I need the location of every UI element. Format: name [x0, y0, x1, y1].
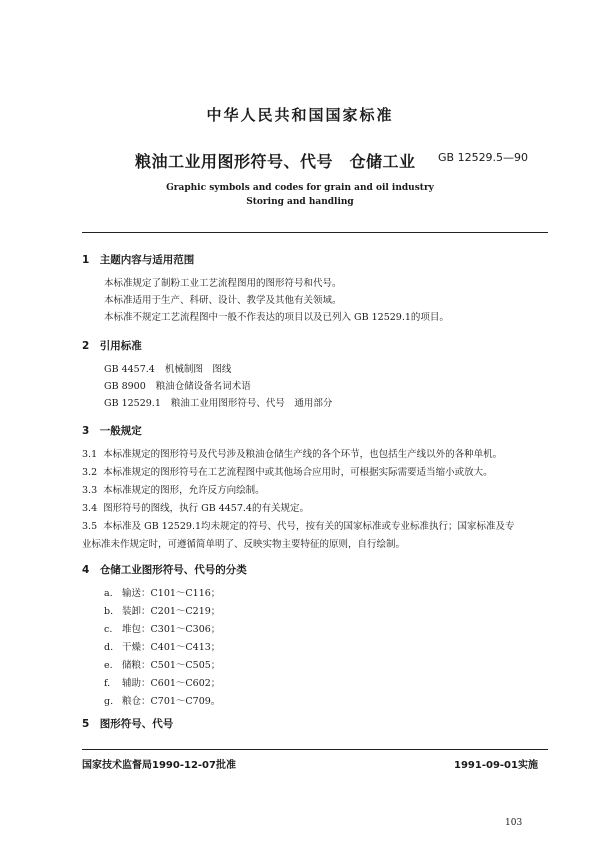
reference-code: GB 12529.1 [104, 398, 161, 409]
footer-divider [82, 749, 548, 750]
clause-3-3 [82, 482, 265, 496]
clause-text: 本标准规定的图形，允许反方向绘制。 [103, 485, 265, 496]
english-title-line1: Graphic symbols and codes for grain and oil industry [166, 183, 434, 193]
category-item [104, 693, 220, 707]
section-1-heading: 1 主题内容与适用范围 [82, 254, 195, 266]
clause-3-2 [82, 464, 493, 478]
reference-code: GB 8900 [104, 381, 146, 392]
reference-code: GB 4457.4 [104, 364, 155, 375]
clause-3-5 [82, 518, 515, 532]
category-text: 储粮：C501～C505； [122, 660, 221, 671]
category-letter: a. [104, 588, 113, 599]
clause-3-4 [82, 500, 309, 514]
reference-row [104, 361, 231, 375]
clause-number: 3.5 [82, 521, 98, 532]
clause-number: 3.1 [82, 449, 98, 460]
clause-3-1 [82, 446, 502, 460]
clause-number: 3.2 [82, 467, 98, 478]
category-text: 干燥：C401～C413； [122, 642, 221, 653]
reference-row [104, 395, 332, 409]
section-4-heading: 4 仓储工业图形符号、代号的分类 [82, 564, 247, 576]
section-2-heading: 2 引用标准 [82, 340, 142, 352]
category-item [104, 657, 220, 671]
clause-number: 3.3 [82, 485, 98, 496]
reference-row [104, 378, 251, 392]
category-letter: b. [104, 606, 114, 617]
reference-name: 粮油仓储设备名词术语 [155, 381, 251, 392]
category-item [104, 585, 220, 599]
section-3-heading: 3 一般规定 [82, 425, 142, 437]
page-number: 103 [505, 818, 523, 828]
reference-name: 机械制图 图线 [164, 364, 232, 375]
section-5-heading: 5 图形符号、代号 [82, 718, 174, 730]
category-text: 辅助：C601～C602； [122, 678, 221, 689]
category-text: 输送：C101～C116； [122, 588, 221, 599]
standard-code: GB 12529.5—90 [438, 151, 529, 164]
reference-name: 粮油工业用图形符号、代号 通用部分 [170, 398, 333, 409]
clause-text: 本标准及 GB 12529.1均未规定的符号、代号，按有关的国家标准或专业标准执行；国家标准及专 [103, 521, 515, 532]
header-divider [82, 232, 548, 233]
category-letter: e. [104, 660, 113, 671]
clause-text: 本标准规定的图形符号及代号涉及粮油仓储生产线的各个环节，也包括生产线以外的各种单机。 [103, 449, 503, 460]
section-1-line-1: 本标准规定了制粉工业工艺流程图用的图形符号和代号。 [104, 278, 342, 289]
category-text: 装卸：C201～C219； [122, 606, 221, 617]
category-item [104, 603, 220, 617]
category-item [104, 639, 220, 653]
clause-text: 本标准规定的图形符号在工艺流程图中或其他场合应用时，可根据实际需要适当缩小或放大。 [103, 467, 493, 478]
effective-date: 1991-09-01实施 [454, 760, 538, 771]
section-1-line-3: 本标准不规定工艺流程图中一般不作表达的项目以及已列入 GB 12529.1的项目。 [104, 312, 449, 323]
standard-org-heading: 中华人民共和国国家标准 [206, 106, 394, 124]
category-text: 粮仓：C701～C709。 [122, 696, 221, 707]
category-item [104, 675, 220, 689]
category-letter: f. [104, 678, 111, 689]
english-title-line2: Storing and handling [246, 197, 354, 207]
approval-date: 国家技术监督局1990-12-07批准 [82, 760, 236, 771]
category-text: 堆包：C301～C306； [122, 624, 221, 635]
document-title: 粮油工业用图形符号、代号 仓储工业 [135, 152, 416, 171]
clause-number: 3.4 [82, 503, 98, 514]
section-1-line-2: 本标准适用于生产、科研、设计、教学及其他有关领域。 [104, 295, 342, 306]
clause-text: 图形符号的图线，执行 GB 4457.4的有关规定。 [103, 503, 309, 514]
category-letter: d. [104, 642, 114, 653]
category-letter: g. [104, 696, 114, 707]
category-item [104, 621, 220, 635]
clause-3-5-continuation: 业标准未作规定时，可遵循简单明了、反映实物主要特征的原则，自行绘制。 [82, 539, 406, 550]
category-letter: c. [104, 624, 113, 635]
